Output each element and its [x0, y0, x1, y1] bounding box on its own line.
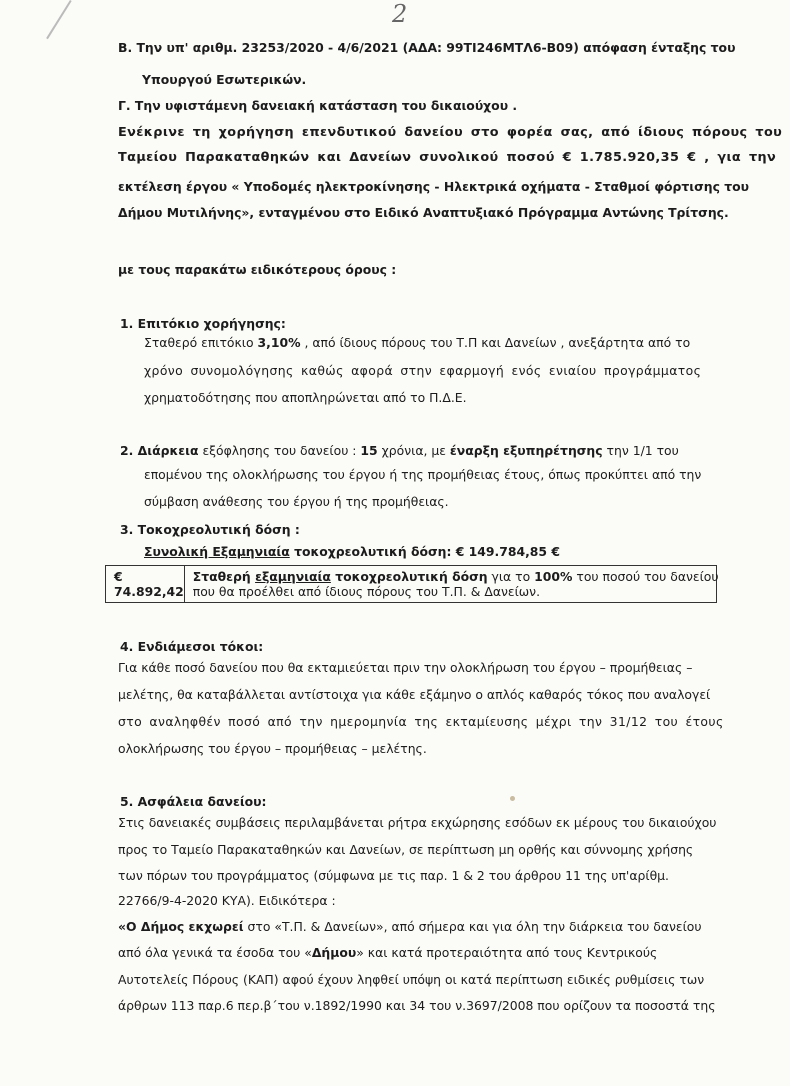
section-3-total-installment — [144, 544, 560, 560]
section-1-rate: 3,10% — [257, 335, 301, 350]
section-5-text-5b: στο «Τ.Π. & Δανείων», από σήμερα και για όλη την διάρκεια του δανείου — [243, 919, 702, 934]
section-5-line-7: Αυτοτελείς Πόρους (ΚΑΠ) αφού έχουν ληφθεί υπόψη οι κατά περίπτωση ειδικές ρυθμίσεις των — [118, 972, 705, 987]
paragraph-g-line-1: Γ. Την υφιστάμενη δανειακή κατάσταση του δικαιούχου . — [118, 98, 518, 113]
section-4-line-2: μελέτης, θα καταβάλλεται αντίστοιχα για κάθε εξάμηνο ο απλός καθαρός τόκος που αναλογεί — [118, 687, 711, 702]
box-text-d: για το — [487, 569, 535, 584]
box-text-semiannual: εξαμηνιαία — [255, 569, 331, 584]
section-2-duration-label: Διάρκεια — [137, 443, 199, 458]
section-5-text-6a: από όλα γενικά τα έσοδα του « — [118, 945, 312, 960]
section-5-line-5 — [118, 919, 702, 935]
section-1-text-a: Σταθερό επιτόκιο — [144, 335, 258, 350]
section-5-line-4: 22766/9-4-2020 ΚΥΑ). Ειδικότερα : — [118, 893, 336, 908]
installment-description-line-2: που θα προέλθει από ίδιους πόρους του Τ.Π. & Δανείων. — [192, 584, 541, 599]
approval-line-3: εκτέλεση έργου « Υποδομές ηλεκτροκίνησης - Ηλεκτρικά οχήματα - Σταθμοί φόρτισης του — [118, 179, 750, 194]
section-2-start-label: έναρξη εξυπηρέτησης — [449, 443, 603, 458]
section-2-years: 15 — [360, 443, 378, 458]
section-5-line-8: άρθρων 113 παρ.6 περ.β΄του ν.1892/1990 και 34 του ν.3697/2008 που ορίζουν τα ποσοστά της — [118, 998, 716, 1013]
box-text-f: του ποσού του δανείου — [572, 569, 719, 584]
section-5-title: 5. Ασφάλεια δανείου: — [120, 794, 267, 809]
installment-description — [185, 566, 719, 602]
section-5-line-2: προς το Ταμείο Παρακαταθηκών και Δανείων, σε περίπτωση μη ορθής και σύννομης χρήσης — [118, 842, 694, 857]
section-2-line-2: επομένου της ολοκλήρωσης του έργου ή της προμήθειας έτους, όπως προκύπτει από την — [144, 467, 702, 482]
terms-heading: με τους παρακάτω ειδικότερους όρους : — [118, 262, 397, 277]
section-5-line-3: των πόρων του προγράμματος (σύμφωνα με τις παρ. 1 & 2 του άρθρου 11 της υπ'αρίθμ. — [118, 868, 669, 883]
section-1-line-3: χρηματοδότησης που αποπληρώνεται από το Π.Δ.Ε. — [144, 390, 467, 405]
section-4-line-4: ολοκλήρωσης του έργου – προμήθειας – μελέτης. — [118, 741, 427, 756]
section-2-line-3: σύμβαση ανάθεσης του έργου ή της προμήθειας. — [144, 494, 449, 509]
section-2-line-1 — [120, 443, 679, 459]
section-5-assign-label: «Ο Δήμος εκχωρεί — [118, 919, 244, 934]
handwritten-page-number: 2 — [392, 0, 408, 28]
section-1-line-1 — [144, 335, 690, 351]
section-2-text-d: χρόνια, με — [377, 443, 450, 458]
scan-edge-line — [46, 0, 72, 39]
section-2-text-b: εξόφλησης του δανείου : — [198, 443, 361, 458]
installment-box — [105, 565, 717, 603]
section-4-line-3: στο αναληφθέν ποσό από την ημερομηνία της εκταμίευσης μέχρι την 31/12 του έτους — [118, 714, 724, 729]
section-5-line-1: Στις δανειακές συμβάσεις περιλαμβάνεται ρήτρα εκχώρησης εσόδων εκ μέρους του δικαιούχου — [118, 815, 717, 830]
section-1-line-2: χρόνο συνομολόγησης καθώς αφορά στην εφαρμογή ενός ενιαίου προγράμματος — [144, 363, 702, 378]
section-5-text-6c: » και κατά προτεραιότητα από τους Κεντρικούς — [356, 945, 658, 960]
section-4-title: 4. Ενδιάμεσοι τόκοι: — [120, 639, 264, 654]
approval-line-2: Ταμείου Παρακαταθηκών και Δανείων συνολικού ποσού € 1.785.920,35 € , για την — [118, 150, 777, 165]
approval-line-4: Δήμου Μυτιλήνης», ενταγμένου στο Ειδικό Αναπτυξιακό Πρόγραμμα Αντώνης Τρίτσης. — [118, 205, 729, 220]
section-3-total-label: Συνολική Εξαμηνιαία — [144, 544, 290, 559]
scan-speck — [510, 796, 515, 801]
box-text-percent: 100% — [534, 569, 573, 584]
paragraph-b-line-2: Υπουργού Εσωτερικών. — [142, 72, 307, 87]
section-2-text-f: την 1/1 του — [602, 443, 679, 458]
paragraph-b-line-1: Β. Την υπ' αριθμ. 23253/2020 - 4/6/2021 (ΑΔΑ: 99ΤΙ246ΜΤΛ6-Β09) απόφαση ένταξης του — [118, 40, 736, 55]
section-1-title: 1. Επιτόκιο χορήγησης: — [120, 316, 286, 331]
box-text-c: τοκοχρεολυτική δόση — [330, 569, 488, 584]
section-2-number: 2. — [120, 443, 138, 458]
section-3-title: 3. Τοκοχρεολυτική δόση : — [120, 522, 300, 537]
section-1-text-c: , από ίδιους πόρους του Τ.Π και Δανείων , ανεξάρτητα από το — [300, 335, 691, 350]
installment-description-line-1 — [193, 569, 719, 584]
installment-amount: € 74.892,42 — [106, 566, 185, 602]
section-5-line-6 — [118, 945, 657, 961]
section-4-line-1: Για κάθε ποσό δανείου που θα εκταμιεύεται πριν την ολοκλήρωση του έργου – προμήθειας – — [118, 660, 693, 675]
approval-line-1: Ενέκρινε τη χορήγηση επενδυτικού δανείου στο φορέα σας, από ίδιους πόρους του — [118, 125, 783, 140]
box-text-a: Σταθερή — [192, 569, 256, 584]
section-5-municipality: Δήμου — [311, 945, 357, 960]
section-3-total-value: τοκοχρεολυτική δόση: € 149.784,85 € — [289, 544, 560, 559]
